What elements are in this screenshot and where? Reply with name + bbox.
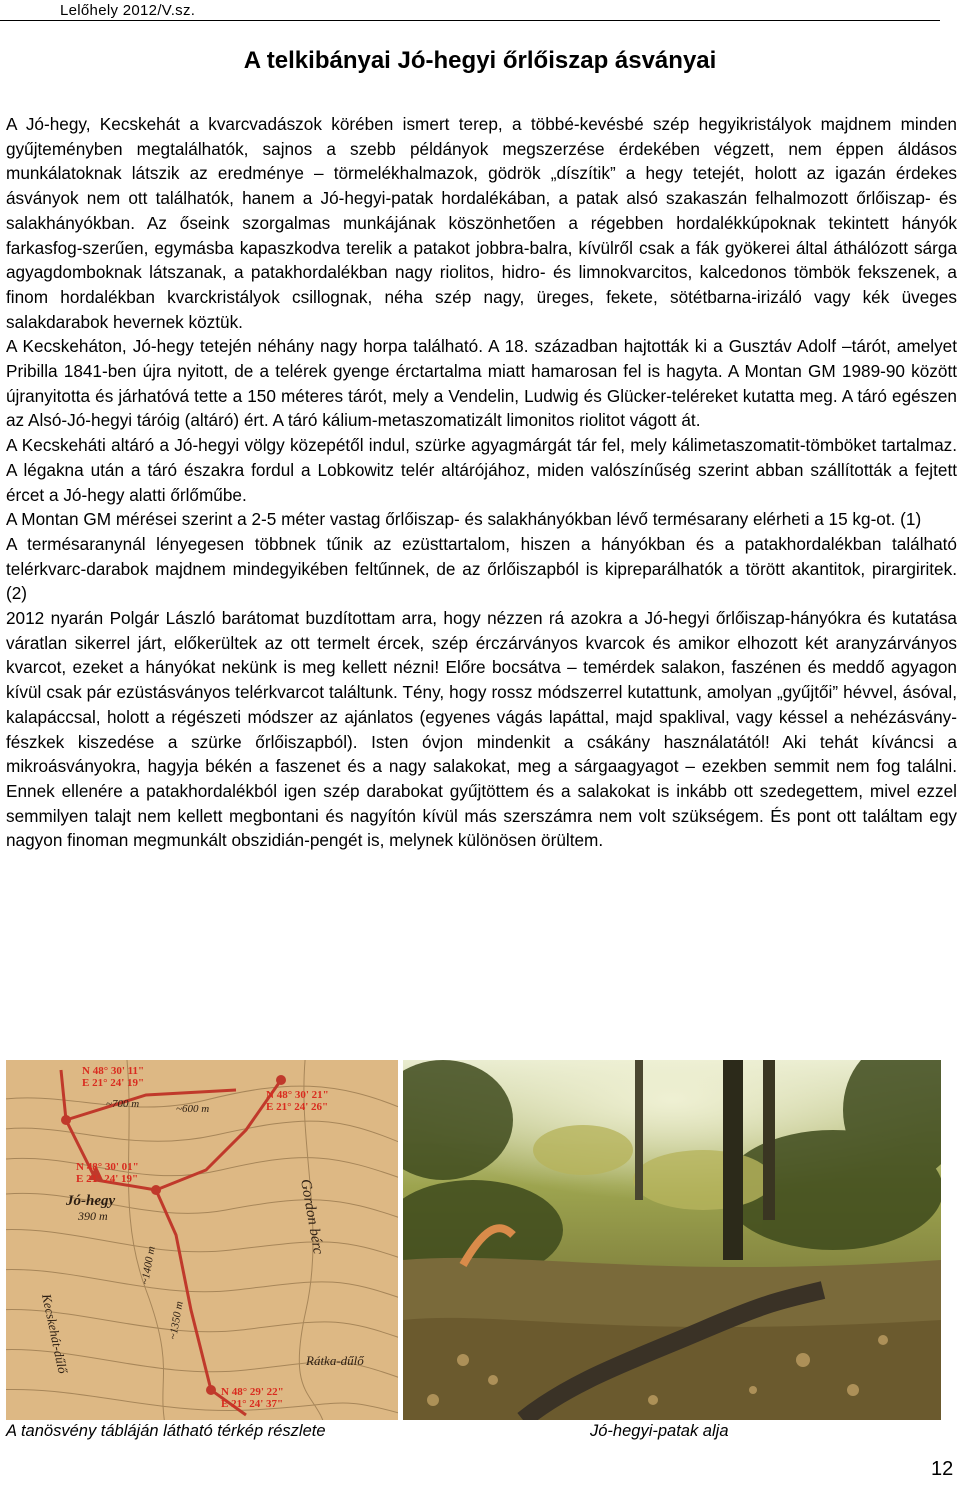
map-contour-label: ~1400 m: [139, 1245, 158, 1286]
paragraph: A Jó-hegy, Kecskehát a kvarcvadászok körében ismert terep, a többé-kevésbé szép hegyikristályok majdnem minden gyűjteményben megtalálhatók, sajnos a szebb példányok megszerzése érdekében végzett, nem éppen áldásos munkálatoknak látszik az eredménye – törmelékhalmazok, gödrök „díszítik” a hegy tetejét, holott az igazán érdekes ásványok nem ott találhatók, hanem a Jó-hegyi-patak hordalékában, a patak alsó szakaszán felhalmozott őrlőiszap- és salakhányókban. Az őseink szorgalmas munkájának köszönhetően a régebben hordalékkúpoknak tekintett hányók farkasfog-szerűen, egymásba kapaszkodva terelik a patakot jobbra-balra, kívülről csak a fák gyökerei által áthálózott sárga agyagdomboknak látszanak, a patakhordalékban nagy riolitos, hidro- és limnokvarcitos, kalcedonos tömbök fekszenek, a finom hordalékban kvarckristályok csillognak, néha szép nagy, üreges, fekete, sötétbarna-irizáló vagy kék üveges salakdarabok hevernek köztük.: [6, 114, 957, 332]
map-coord-label: E 21° 24' 37": [221, 1398, 284, 1410]
photo-caption: Jó-hegyi-patak alja: [590, 1422, 729, 1440]
map-area-label: Kecskehát-dűlő: [39, 1292, 71, 1375]
stream-photo: [403, 1060, 941, 1420]
map-coord-label: N 48° 30' 21": [266, 1089, 329, 1101]
map-peak-name: Jó-hegy: [66, 1193, 116, 1209]
map-area-label: Gordon bérc: [297, 1177, 327, 1256]
map-peak-altitude: 390 m: [78, 1209, 108, 1223]
map-caption: A tanösvény tábláján látható térkép részlete: [6, 1422, 326, 1440]
map-coord-label: N 48° 29' 22": [221, 1386, 284, 1398]
trail-map-image: [6, 1060, 398, 1420]
page-header: [0, 0, 940, 21]
header-text: Lelőhely 2012/V.sz.: [60, 2, 196, 19]
map-contour-label: ~600 m: [176, 1103, 210, 1115]
article-title: A telkibányai Jó-hegyi őrlőiszap ásványai: [243, 47, 717, 74]
map-contour-label: ~1350 m: [167, 1300, 186, 1341]
article-body: [6, 112, 957, 853]
map-coord-label: E 21° 24' 26": [266, 1101, 329, 1113]
page-number: 12: [931, 1458, 954, 1480]
map-area-label: Rátka-dűlő: [306, 1353, 364, 1368]
map-coord-label: E 21° 24' 19": [76, 1173, 139, 1185]
paragraph: A Montan GM mérései szerint a 2-5 méter vastag őrlőiszap- és salakhányókban lévő termésarany elérheti a 15 kg-ot. (1): [6, 509, 922, 530]
stream-photo-drawing: [403, 1060, 941, 1420]
map-contour-label: ~700 m: [106, 1098, 140, 1110]
map-coord-label: E 21° 24' 19": [82, 1077, 145, 1089]
paragraph: A Kecskeháti altáró a Jó-hegyi völgy közepétől indul, szürke agyagmárgát tár fel, mely kálimetaszomatit-tömböket tartalmaz. A légakna után a táró északra fordul a Lobkowitz telér altárójához, miden valószínűség szerint abban szállították a fejtett ércet a Jó-hegy alatti őrlőműbe.: [6, 435, 957, 505]
paragraph: A Kecskeháton, Jó-hegy tetején néhány nagy horpa található. A 18. században hajtották ki a Gusztáv Adolf –tárót, amelyet Pribilla 1841-ben újra nyitott, de a telérek gyenge érctartalma miatt hamarosan fel is hagyta. A Montan GM 1989-90 között újranyitotta és járhatóvá tette a 150 méteres tárót, mely a Vendelin, Ludwig és Glücker-teléreket kutatta meg. A táró egészen az Alsó-Jó-hegyi táróig (altáró) ért. A táró kálium-metaszomatizált limonitos riolitot vágott át.: [6, 336, 957, 431]
paragraph: 2012 nyarán Polgár László barátomat buzdítottam arra, hogy nézzen rá azokra a Jó-hegyi őrlőiszap-hányókra és kutatása váratlan sikerrel járt, előkerültek az ott termelt ércek, szép érczárványos kvarcok és amikor elhozott két aranyzárványos kvarcot, ezeket a hányókat nekünk is meg kellett nézni! Előre bocsátva – temérdek salakon, faszénen és meddő agyagon kívül csak pár ezüstásványos telérkvarcot találtunk. Tény, hogy rossz módszerrel kutattunk, amolyan „gyűjtői” hévvel, ásóval, kalapáccsal, holott a régészeti módszer az ajánlatos (egyenes vágás lapáttal, majd spaklival, vagy késsel a nehézásvány-fészkek kiszedése a szürke őrlőiszapból). Isten óvjon mindenkit a csákány használatától! Aki tehát kíváncsi a mikroásványokra, hagyja békén a faszenet és a nagy salakokat, meg a sárgaagyagot – ezekben semmit nem fog találni. Ennek ellenére a patakhordalékból igen szép darabokat gyűjtöttem és a salakokat is inkább ott szedegettem, mivel ezzel semmilyen talajt nem kellett megbontani és nagyítón kívül más szerszámra nem volt szükségem. És pont ott találtam egy nagyon finoman megmunkált obszidián-pengét is, melynek különösen örültem.: [6, 608, 957, 851]
map-coord-label: N 48° 30' 01": [76, 1161, 139, 1173]
paragraph: A termésaranynál lényegesen többnek tűnik az ezüsttartalom, hiszen a hányókban és a patakhordalékban található telérkvarc-darabok majdnem mindegyikében feltűnnek, de az őrlőiszapból is kipreparálhatók a törött akantitok, pirargiritek. (2): [6, 533, 957, 604]
map-coord-label: N 48° 30' 11": [82, 1065, 145, 1077]
trail-map-drawing: [6, 1060, 398, 1420]
